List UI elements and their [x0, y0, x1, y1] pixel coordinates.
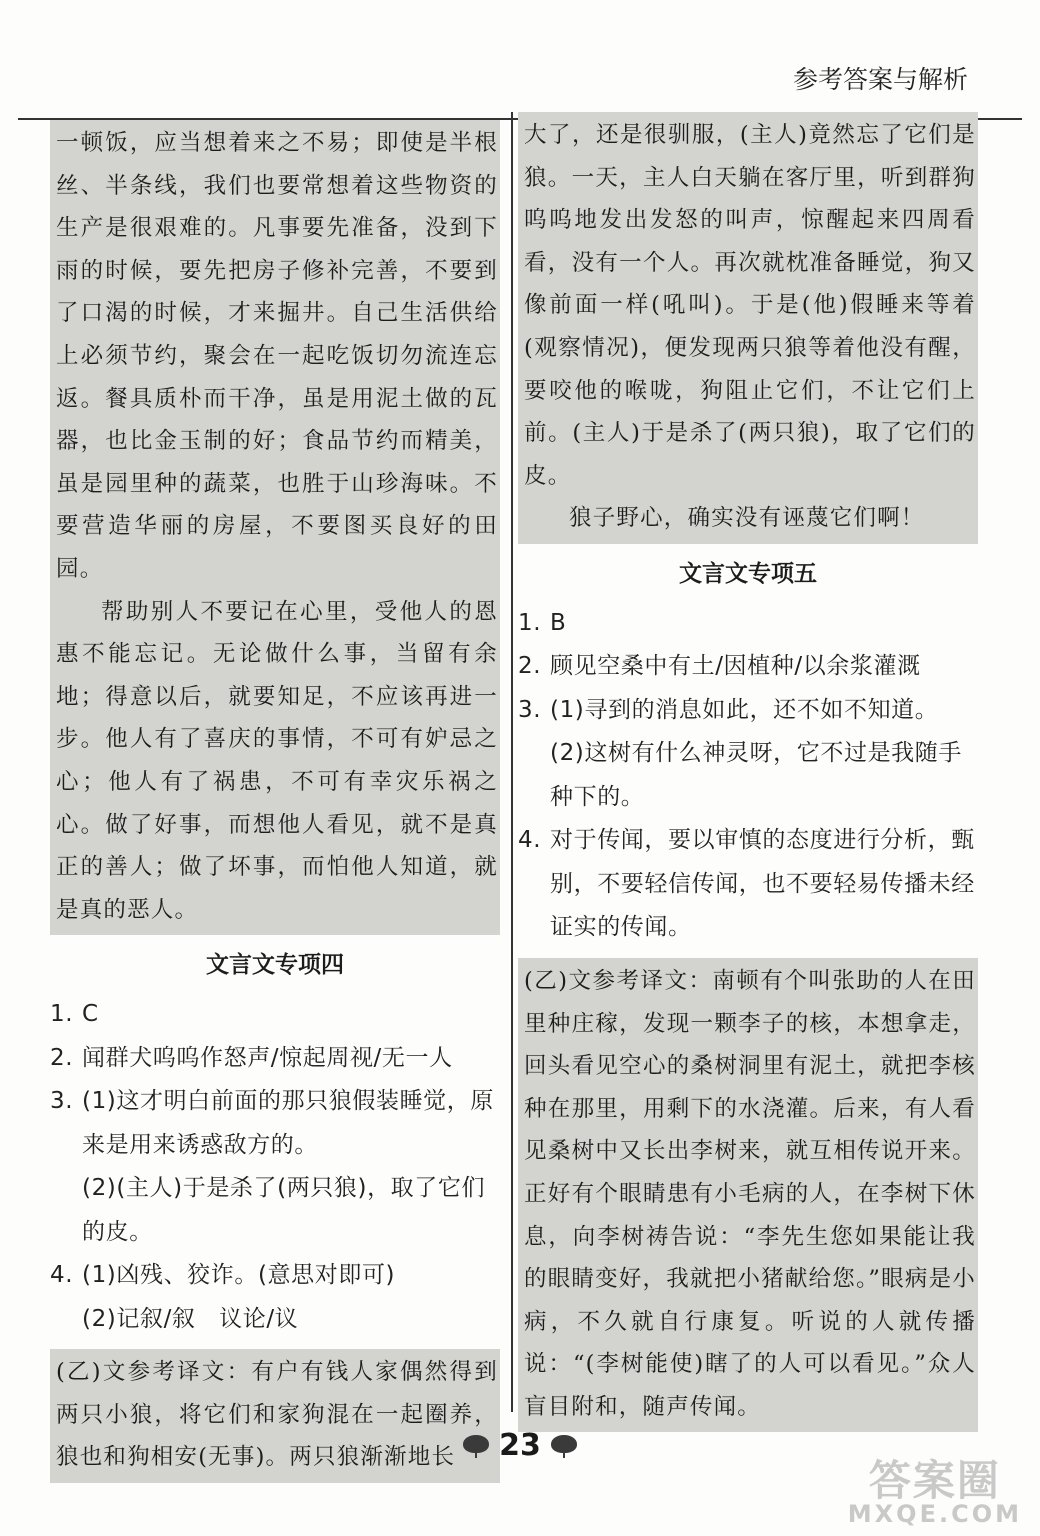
- section-title-5: 文言文专项五: [679, 560, 817, 587]
- translation-block-left: [50, 120, 500, 935]
- answer-subtext: (2)这树有什么神灵呀，它不过是我随手种下的。: [550, 740, 962, 810]
- answer-text: 对于传闻，要以审慎的态度进行分析，甄别，不要轻信传闻，也不要轻易传播未经证实的传闻。: [550, 827, 975, 941]
- leaf-icon: [551, 1435, 577, 1457]
- translation-paragraph: 一顿饭，应当想着来之不易；即使是半根丝、半条线，我们也要常想着这些物资的生产是很艰难的。凡事要先准备，没到下雨的时候，要先把房子修补完善，不要到了口渴的时候，才来掘井。自己生活供给上必须节约，聚会在一起吃饭切勿流连忘返。餐具质朴而干净，虽是用泥土做的瓦器，也比金玉制的好；食品节约而精美，虽是园里种的蔬菜，也胜于山珍海味。不要营造华丽的房屋，不要图买良好的田园。: [56, 130, 498, 582]
- column-divider: [511, 112, 513, 1412]
- answer-number: 4.: [518, 827, 542, 854]
- answer-text: (1)寻到的消息如此，还不如不知道。: [550, 696, 939, 723]
- leaf-icon: [463, 1435, 489, 1457]
- answer-subtext: (2)记叙/叙 议论/议: [82, 1305, 299, 1332]
- answer-text: (1)凶残、狡诈。(意思对即可): [82, 1262, 396, 1289]
- answer-item: [50, 1080, 500, 1167]
- watermark-url: MXQE.COM: [847, 1500, 1022, 1528]
- answer-item: [50, 1037, 500, 1081]
- page-header-title: 参考答案与解析: [792, 65, 968, 94]
- answer-text: B: [550, 609, 567, 636]
- answer-number: 1.: [50, 1001, 74, 1028]
- answer-text: C: [82, 1001, 99, 1028]
- answer-list-4: [50, 993, 500, 1341]
- section-title-4: 文言文专项四: [206, 952, 344, 979]
- answer-item: [518, 602, 978, 646]
- page-number: 23: [499, 1428, 541, 1463]
- right-column: [518, 112, 978, 1432]
- answer-text: 闻群犬呜呜作怒声/惊起周视/无一人: [82, 1044, 453, 1071]
- answer-item: [50, 993, 500, 1037]
- answer-text: (1)这才明白前面的那只狼假装睡觉，原来是用来诱惑敌方的。: [82, 1088, 494, 1158]
- answer-number: 4.: [50, 1262, 74, 1289]
- answer-number: 1.: [518, 609, 542, 636]
- watermark: [847, 1456, 1022, 1528]
- answer-item: [50, 1254, 500, 1298]
- translation-paragraph: (乙)文参考译文：有户有钱人家偶然得到两只小狼，将它们和家狗混在一起圈养，狼也和狗相安(无事)。两只狼渐渐地长: [56, 1359, 498, 1471]
- translation-paragraph: 帮助别人不要记在心里，受他人的恩惠不能忘记。无论做什么事，当留有余地；得意以后，就要知足，不应该再进一步。他人有了喜庆的事情，不可有妒忌之心；他人有了祸患，不可有幸灾乐祸之心。做了好事，而想他人看见，就不是真正的善人；做了坏事，而怕他人知道，就是真的恶人。: [56, 598, 498, 923]
- answer-subtext: (2)(主人)于是杀了(两只狼)，取了它们的皮。: [82, 1175, 486, 1245]
- translation-paragraph: 大了，还是很驯服，(主人)竟然忘了它们是狼。一天，主人白天躺在客厅里，听到群狗呜呜地发出发怒的叫声，惊醒起来四周看看，没有一个人。再次就枕准备睡觉，狗又像前面一样(吼叫)。于是(他)假睡来等着(观察情况)，便发现两只狼等着他没有醒，要咬他的喉咙，狗阻止它们，不让它们上前。(主人)于是杀了(两只狼)，取了它们的皮。: [524, 122, 976, 489]
- answer-item: [518, 645, 978, 689]
- answer-number: 3.: [50, 1088, 74, 1115]
- answer-list-5: [518, 602, 978, 950]
- answer-number: 2.: [50, 1044, 74, 1071]
- answer-item: [518, 689, 978, 733]
- answer-text: 顾见空桑中有土/因植种/以余浆灌溉: [550, 653, 921, 680]
- translation-block-right: [518, 112, 978, 544]
- translation-paragraph: (乙)文参考译文：南顿有个叫张助的人在田里种庄稼，发现一颗李子的核，本想拿走，回头看见空心的桑树洞里有泥土，就把李核种在那里，用剩下的水浇灌。后来，有人看见桑树中又长出李树来，就互相传说开来。正好有个眼睛患有小毛病的人，在李树下休息，向李树祷告说：“李先生您如果能让我的眼睛变好，我就把小猪献给您。”眼病是小病，不久就自行康复。听说的人就传播说：“(李树能使)瞎了的人可以看见。”众人盲目附和，随声传闻。: [524, 967, 976, 1420]
- translation-paragraph: 狼子野心，确实没有诬蔑它们啊！: [569, 505, 925, 532]
- watermark-text: 答案圈: [868, 1456, 1001, 1505]
- answer-number: 2.: [518, 653, 542, 680]
- answer-item: [518, 819, 978, 950]
- translation-block-5: [518, 958, 978, 1433]
- left-column: [50, 120, 500, 1483]
- answer-number: 3.: [518, 696, 542, 723]
